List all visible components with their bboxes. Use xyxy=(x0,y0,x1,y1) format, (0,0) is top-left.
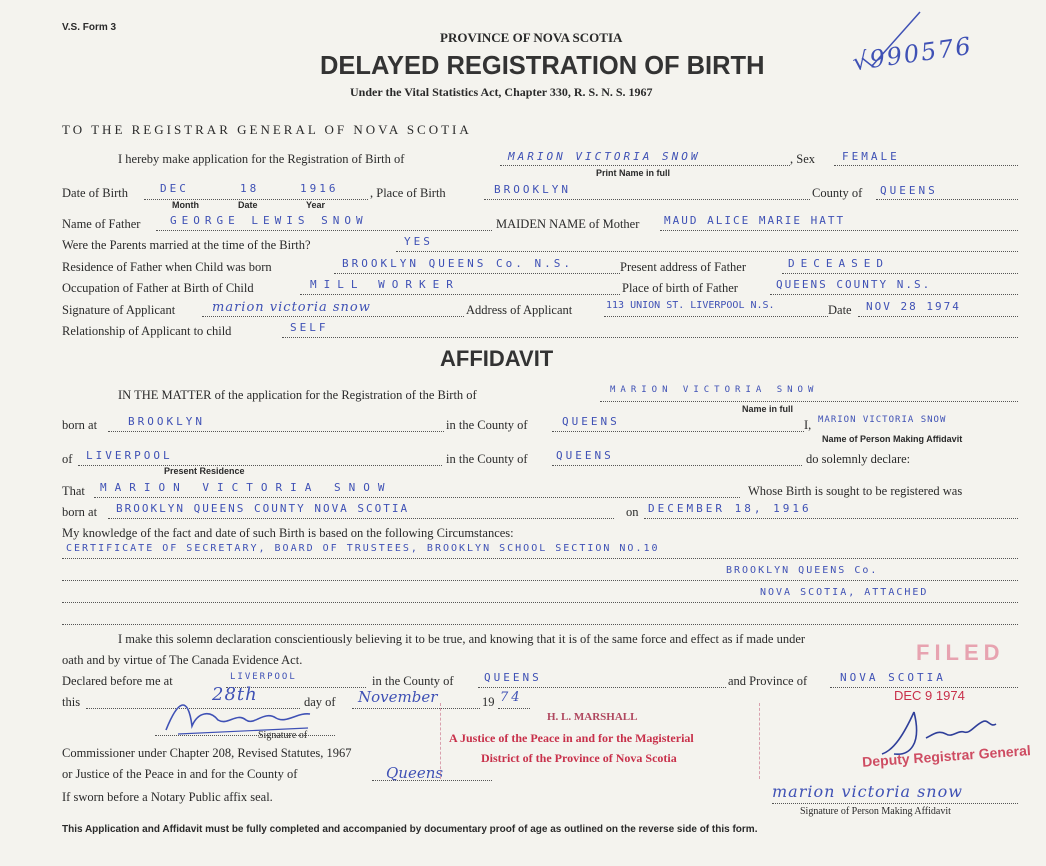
label-sex: , Sex xyxy=(790,152,815,166)
sub-signature-of: Signature of xyxy=(258,730,308,741)
label-married: Were the Parents married at the time of the Birth? xyxy=(62,238,311,252)
label-county: County of xyxy=(812,186,863,200)
footer-note: This Application and Affidavit must be fully completed and accompanied by documentary proof of age as outlined on the reverse side of this form. xyxy=(62,824,758,835)
dob-year-field: 1916 xyxy=(300,182,339,195)
occupation-field: MILL WORKER xyxy=(310,278,460,291)
justice-stamp xyxy=(440,703,760,779)
address-field: 113 UNION ST. LIVERPOOL N.S. xyxy=(606,300,775,311)
sub-name-full: Name in full xyxy=(742,404,794,414)
province-heading: PROVINCE OF NOVA SCOTIA xyxy=(440,30,623,45)
label-nineteen: 19 xyxy=(482,695,495,709)
sub-date: Date xyxy=(238,200,258,210)
maker-name-field: MARION VICTORIA SNOW xyxy=(818,415,947,425)
label-matter: IN THE MATTER of the application for the Registration of the Birth of xyxy=(118,388,477,402)
label-day-of: day of xyxy=(304,695,336,709)
declaration-line-1: I make this solemn declaration conscientiously believing it to be true, and knowing that it is of the same force and effect as if made under xyxy=(118,632,806,646)
that-name-field: MARION VICTORIA SNOW xyxy=(100,481,393,494)
relationship-field: SELF xyxy=(290,321,329,334)
circumstance-line-2: BROOKLYN QUEENS Co. xyxy=(726,565,879,576)
county-field-1: QUEENS xyxy=(562,415,620,428)
jp-stamp-name: H. L. MARSHALL xyxy=(547,711,638,723)
label-this: this xyxy=(62,695,81,709)
applicant-signature: marion victoria snow xyxy=(212,300,371,315)
label-whose-birth: Whose Birth is sought to be registered was xyxy=(748,484,963,498)
jp-stamp-line-2: District of the Province of Nova Scotia xyxy=(481,751,677,765)
label-of: of xyxy=(62,452,73,466)
label-born-at: born at xyxy=(62,418,98,432)
sub-print-name: Print Name in full xyxy=(596,168,671,178)
label-dob: Date of Birth xyxy=(62,186,128,200)
province-field: NOVA SCOTIA xyxy=(840,671,946,684)
label-signature: Signature of Applicant xyxy=(62,303,176,317)
label-knowledge: My knowledge of the fact and date of such Birth is based on the following Circumstances: xyxy=(62,526,514,540)
sub-year: Year xyxy=(306,200,326,210)
day-field: 28th xyxy=(212,684,258,705)
born-at-field-2: BROOKLYN QUEENS COUNTY NOVA SCOTIA xyxy=(116,502,410,515)
registration-number: √990576 xyxy=(850,31,975,77)
label-address: Address of Applicant xyxy=(466,303,573,317)
sub-present-residence: Present Residence xyxy=(164,466,245,476)
label-father: Name of Father xyxy=(62,217,141,231)
label-i: I, xyxy=(804,418,812,432)
label-place-of-birth: , Place of Birth xyxy=(370,186,446,200)
label-apply: I hereby make application for the Registration of Birth of xyxy=(118,152,405,166)
label-justice: or Justice of the Peace in and for the County of xyxy=(62,767,298,781)
declared-at-field: LIVERPOOL xyxy=(230,672,297,682)
filed-date-stamp: DEC 9 1974 xyxy=(894,688,965,703)
county-field: QUEENS xyxy=(880,184,938,197)
father-name-field: GEORGE LEWIS SNOW xyxy=(170,214,368,227)
filed-stamp: FILED xyxy=(916,640,1005,665)
affidavit-heading: AFFIDAVIT xyxy=(440,346,554,371)
dob-date-field: 18 xyxy=(240,182,260,195)
declaration-line-2: oath and by virtue of The Canada Evidence Act. xyxy=(62,653,303,667)
label-declared-at: Declared before me at xyxy=(62,674,173,688)
maker-signature: marion victoria snow xyxy=(772,782,963,801)
label-on: on xyxy=(626,505,639,519)
label-present-address: Present address of Father xyxy=(620,260,747,274)
month-field: November xyxy=(358,688,438,706)
present-address-field: DECEASED xyxy=(788,257,889,270)
birth-date-field: DECEMBER 18, 1916 xyxy=(648,502,812,515)
label-in-county-3: in the County of xyxy=(372,674,454,688)
county-field-3: QUEENS xyxy=(484,671,542,684)
label-commissioner: Commissioner under Chapter 208, Revised Statutes, 1967 xyxy=(62,746,352,760)
place-of-birth-field: BROOKLYN xyxy=(494,183,571,196)
deputy-registrar-stamp: Deputy Registrar General xyxy=(861,742,1032,770)
father-birthplace-field: QUEENS COUNTY N.S. xyxy=(776,278,932,291)
label-relationship: Relationship of Applicant to child xyxy=(62,324,232,338)
jp-stamp-line-1: A Justice of the Peace in and for the Magisterial xyxy=(449,731,694,745)
circumstance-line-3: NOVA SCOTIA, ATTACHED xyxy=(760,587,929,598)
county-field-2: QUEENS xyxy=(556,449,614,462)
label-that: That xyxy=(62,484,85,498)
sub-signature-maker: Signature of Person Making Affidavit xyxy=(800,806,951,817)
sex-field: FEMALE xyxy=(842,150,900,163)
application-date-field: NOV 28 1974 xyxy=(866,300,961,313)
year-field: 74 xyxy=(500,690,523,705)
label-in-county-1: in the County of xyxy=(446,418,528,432)
born-at-field: BROOKLYN xyxy=(128,415,205,428)
form-number: V.S. Form 3 xyxy=(62,22,117,33)
sub-maker: Name of Person Making Affidavit xyxy=(822,434,963,444)
residence-of-field: LIVERPOOL xyxy=(86,449,173,462)
dob-month-field: DEC xyxy=(160,182,189,195)
label-province: and Province of xyxy=(728,674,808,688)
mother-name-field: MAUD ALICE MARIE HATT xyxy=(664,214,846,227)
label-father-birthplace: Place of birth of Father xyxy=(622,281,738,295)
married-field: YES xyxy=(404,235,433,248)
label-occupation: Occupation of Father at Birth of Child xyxy=(62,281,254,295)
sub-month: Month xyxy=(172,200,199,210)
label-solemnly: do solemnly declare: xyxy=(806,452,911,466)
label-date: Date xyxy=(828,303,852,317)
label-residence: Residence of Father when Child was born xyxy=(62,260,272,274)
page-title: DELAYED REGISTRATION OF BIRTH xyxy=(320,50,765,80)
label-in-county-2: in the County of xyxy=(446,452,528,466)
affidavit-name-field: MARION VICTORIA SNOW xyxy=(610,385,819,395)
label-notary: If sworn before a Notary Public affix seal. xyxy=(62,790,273,804)
child-name-field: MARION VICTORIA SNOW xyxy=(508,150,701,163)
to-registrar-line: TO THE REGISTRAR GENERAL OF NOVA SCOTIA xyxy=(62,122,472,137)
residence-field: BROOKLYN QUEENS Co. N.S. xyxy=(342,257,573,270)
circumstance-line-1: CERTIFICATE OF SECRETARY, BOARD OF TRUSTEES, BROOKLYN SCHOOL SECTION NO.10 xyxy=(66,543,660,554)
label-born-at-2: born at xyxy=(62,505,98,519)
check-mark-icon xyxy=(860,8,930,68)
subtitle: Under the Vital Statistics Act, Chapter 330, R. S. N. S. 1967 xyxy=(350,85,653,99)
label-mother: MAIDEN NAME of Mother xyxy=(496,217,640,231)
justice-county-field: Queens xyxy=(386,764,444,782)
